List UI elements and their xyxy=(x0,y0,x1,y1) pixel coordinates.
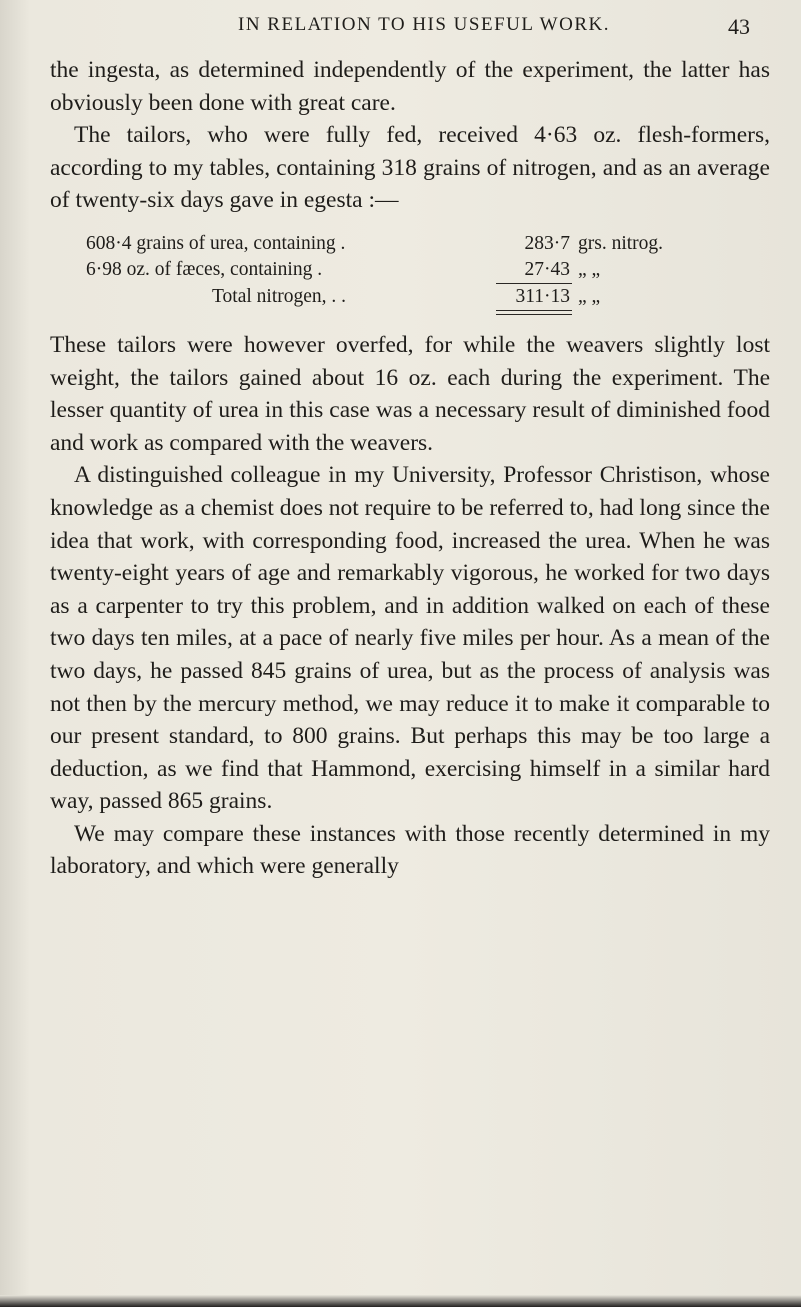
running-head: IN RELATION TO HIS USEFUL WORK. xyxy=(238,14,610,35)
ledger-value: 311·13 xyxy=(515,285,570,307)
ledger-value: 283·7 xyxy=(524,232,570,254)
paragraph-4: A distinguished colleague in my University, Professor Christison, whose knowledge as a chemist does not require to be referred to, had long since the idea that work, with corresponding food, increased the urea. When he was twenty-eight years of age and remarkably vigorous, he worked for two days as a carpenter to try this problem, and in addition walked on each of these two days ten miles, at a pace of nearly five miles per hour. As a mean of the two days, he passed 845 grains of urea, but as the process of analysis was not then by the mercury method, we may reduce it to make it comparable to our present standard, to 800 grains. But perhaps this may be too large a deduction, as we find that Hammond, exercising himself in a similar hard way, passed 865 grains. xyxy=(50,462,770,815)
ledger-label: 608·4 grains of urea, containing . xyxy=(86,232,346,254)
paragraph-2: The tailors, who were fully fed, received 4·63 oz. flesh-formers, according to my tables, containing 318 grains of nitrogen, and as an average of twenty-six days gave in egesta :— xyxy=(50,122,770,214)
page-header xyxy=(0,14,801,44)
paragraph-1: the ingesta, as determined independently of the experiment, the latter has obviously been done with great care. xyxy=(50,57,770,116)
ledger-unit: „ „ xyxy=(578,285,601,307)
ledger-label: Total nitrogen, . . xyxy=(212,285,347,307)
body-text xyxy=(50,54,770,883)
paragraph-3: These tailors were however overfed, for while the weavers slightly lost weight, the tailors gained about 16 oz. each during the experiment. The lesser quantity of urea in this case was a necessary result of diminished food and work as compared with the weavers. xyxy=(50,331,770,456)
ledger-label: 6·98 oz. of fæces, containing . xyxy=(86,258,323,280)
ledger-row-faeces xyxy=(50,257,770,283)
ledger-unit: „ „ xyxy=(578,258,601,280)
ledger-row-total xyxy=(50,284,770,310)
ledger-row-urea xyxy=(50,231,770,257)
ledger-value: 27·43 xyxy=(524,258,570,280)
total-double-rule xyxy=(496,310,572,315)
page-number: 43 xyxy=(728,14,750,39)
ledger-unit: grs. nitrog. xyxy=(578,232,664,254)
paragraph-5: We may compare these instances with those recently determined in my laboratory, and which were generally xyxy=(50,820,770,880)
nitrogen-ledger xyxy=(50,231,770,315)
page-edge-shadow xyxy=(0,1295,801,1307)
